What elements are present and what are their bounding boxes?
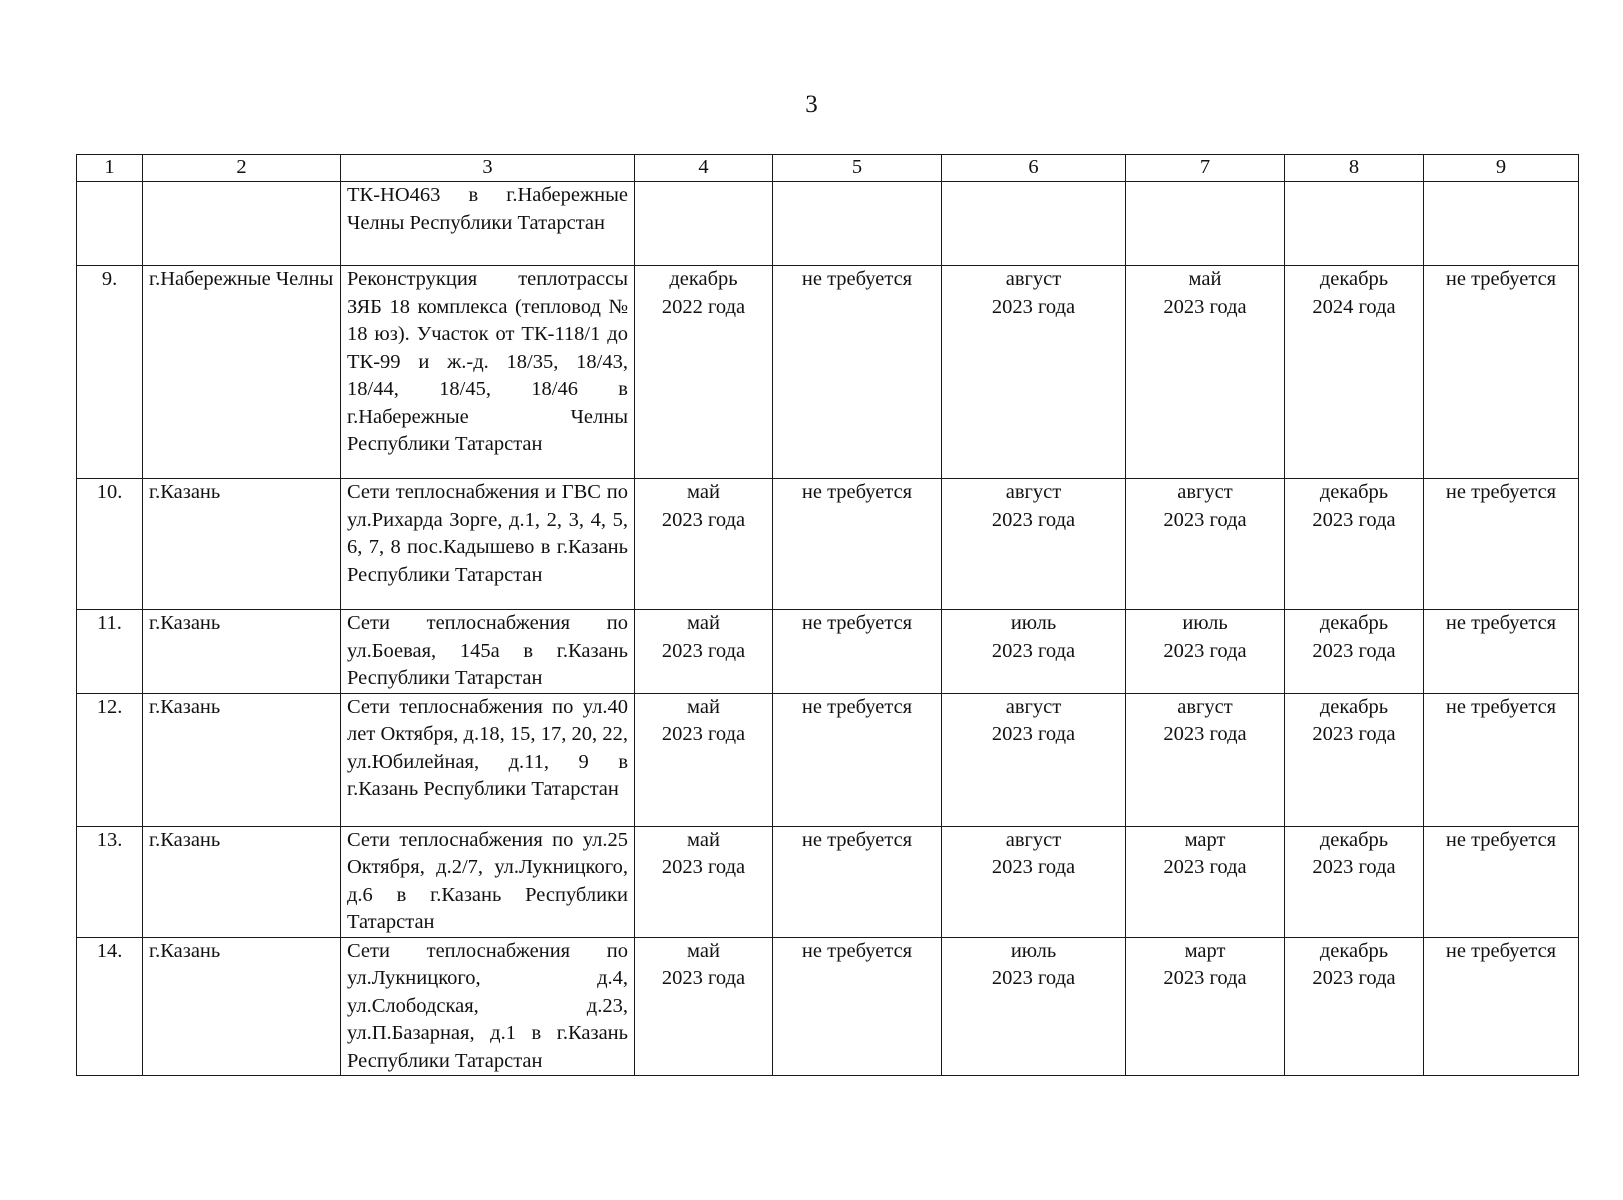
row-col9: не требуется <box>1424 479 1579 610</box>
header-cell: 1 <box>77 155 143 182</box>
header-cell: 3 <box>341 155 635 182</box>
row-col9: не требуется <box>1424 266 1579 479</box>
row-number: 13. <box>77 826 143 937</box>
row-description: Сети теплоснабжения и ГВС по ул.Рихарда Зорге, д.1, 2, 3, 4, 5, 6, 7, 8 пос.Кадышево в г.Казань Республики Татарстан <box>341 479 635 610</box>
row-col8: декабрь 2023 года <box>1285 693 1424 826</box>
row-number: 14. <box>77 937 143 1076</box>
row-col4: май 2023 года <box>635 826 773 937</box>
row-col5 <box>773 182 942 266</box>
row-number: 10. <box>77 479 143 610</box>
row-col6: июль 2023 года <box>942 937 1126 1076</box>
table-row <box>77 479 1579 610</box>
row-col6: август 2023 года <box>942 266 1126 479</box>
row-col8 <box>1285 182 1424 266</box>
row-col8: декабрь 2023 года <box>1285 937 1424 1076</box>
row-col5: не требуется <box>773 937 942 1076</box>
row-col5: не требуется <box>773 693 942 826</box>
header-cell: 4 <box>635 155 773 182</box>
header-cell: 6 <box>942 155 1126 182</box>
header-cell: 8 <box>1285 155 1424 182</box>
row-col7 <box>1126 182 1285 266</box>
table-row <box>77 610 1579 694</box>
row-description: Сети теплоснабжения по ул.Боевая, 145а в г.Казань Республики Татарстан <box>341 610 635 694</box>
row-col8: декабрь 2023 года <box>1285 479 1424 610</box>
header-cell: 5 <box>773 155 942 182</box>
row-location: г.Казань <box>143 693 341 826</box>
row-col6 <box>942 182 1126 266</box>
row-col4: май 2023 года <box>635 479 773 610</box>
row-description: Сети теплоснабжения по ул.Лукницкого, д.4, ул.Слободская, д.23, ул.П.Базарная, д.1 в г.Казань Республики Татарстан <box>341 937 635 1076</box>
row-col4: май 2023 года <box>635 693 773 826</box>
row-col9: не требуется <box>1424 693 1579 826</box>
row-number: 11. <box>77 610 143 694</box>
row-col5: не требуется <box>773 826 942 937</box>
header-cell: 9 <box>1424 155 1579 182</box>
row-col5: не требуется <box>773 479 942 610</box>
row-location: г.Казань <box>143 826 341 937</box>
row-col6: август 2023 года <box>942 479 1126 610</box>
row-col4: май 2023 года <box>635 937 773 1076</box>
header-cell: 7 <box>1126 155 1285 182</box>
row-location: г.Казань <box>143 937 341 1076</box>
row-description: Сети теплоснабжения по ул.40 лет Октября, д.18, 15, 17, 20, 22, ул.Юбилейная, д.11, 9 в г.Казань Республики Татарстан <box>341 693 635 826</box>
row-col7: июль 2023 года <box>1126 610 1285 694</box>
row-col9 <box>1424 182 1579 266</box>
row-col7: август 2023 года <box>1126 693 1285 826</box>
row-col4: май 2023 года <box>635 610 773 694</box>
row-location: г.Набережные Челны <box>143 266 341 479</box>
row-number: 9. <box>77 266 143 479</box>
table-row <box>77 182 1579 266</box>
page-number: 3 <box>805 91 818 118</box>
row-number: 12. <box>77 693 143 826</box>
schedule-table <box>76 154 1579 1076</box>
row-col9: не требуется <box>1424 826 1579 937</box>
row-col4 <box>635 182 773 266</box>
row-number <box>77 182 143 266</box>
row-col8: декабрь 2023 года <box>1285 610 1424 694</box>
table-row <box>77 826 1579 937</box>
table-row <box>77 937 1579 1076</box>
row-description: ТК-НО463 в г.Набережные Челны Республики Татарстан <box>341 182 635 266</box>
row-col6: июль 2023 года <box>942 610 1126 694</box>
row-col5: не требуется <box>773 266 942 479</box>
row-col9: не требуется <box>1424 937 1579 1076</box>
header-cell: 2 <box>143 155 341 182</box>
row-col4: декабрь 2022 года <box>635 266 773 479</box>
row-col7: май 2023 года <box>1126 266 1285 479</box>
row-col7: август 2023 года <box>1126 479 1285 610</box>
row-location: г.Казань <box>143 610 341 694</box>
row-col7: март 2023 года <box>1126 826 1285 937</box>
table-row <box>77 693 1579 826</box>
row-col7: март 2023 года <box>1126 937 1285 1076</box>
row-col9: не требуется <box>1424 610 1579 694</box>
row-col5: не требуется <box>773 610 942 694</box>
table-header <box>77 155 1579 182</box>
row-col6: август 2023 года <box>942 693 1126 826</box>
row-description: Сети теплоснабжения по ул.25 Октября, д.2/7, ул.Лукницкого, д.6 в г.Казань Республики Татарстан <box>341 826 635 937</box>
row-col8: декабрь 2023 года <box>1285 826 1424 937</box>
row-description: Реконструкция теплотрассы ЗЯБ 18 комплекса (тепловод № 18 юз). Участок от ТК-118/1 до ТК-99 и ж.-д. 18/35, 18/43, 18/44, 18/45, 18/46 в г.Набережные Челны Республики Татарстан <box>341 266 635 479</box>
row-location: г.Казань <box>143 479 341 610</box>
table-row <box>77 266 1579 479</box>
row-location <box>143 182 341 266</box>
row-col6: август 2023 года <box>942 826 1126 937</box>
header-row <box>77 155 1579 182</box>
row-col8: декабрь 2024 года <box>1285 266 1424 479</box>
